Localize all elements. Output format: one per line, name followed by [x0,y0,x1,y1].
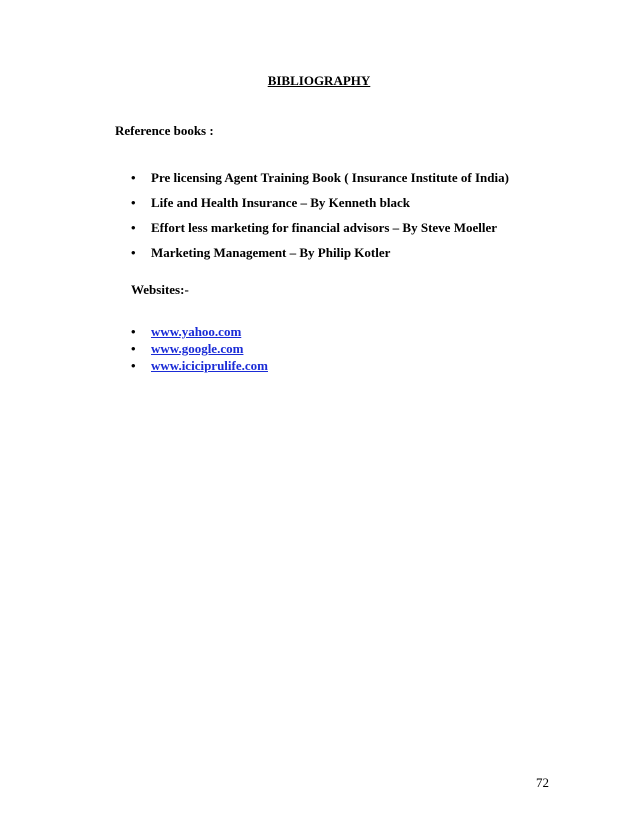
book-title: Life and Health Insurance – By Kenneth black [151,195,410,210]
bullet-icon: • [131,245,136,260]
book-title: Marketing Management – By Philip Kotler [151,245,391,260]
list-item [131,220,509,245]
book-title: Effort less marketing for financial advisors – By Steve Moeller [151,220,498,235]
reference-books-heading: Reference books : [115,123,214,138]
bullet-icon: • [131,170,136,185]
list-item [131,358,268,375]
list-item [131,341,268,358]
websites-heading: Websites:- [131,282,189,297]
reference-books-list [131,170,509,270]
website-link-iciciprulife[interactable]: www.iciciprulife.com [151,358,268,373]
website-link-yahoo[interactable]: www.yahoo.com [151,324,242,339]
bullet-icon: • [131,358,136,373]
book-title: Pre licensing Agent Training Book ( Insurance Institute of India) [151,170,509,185]
list-item [131,245,509,270]
list-item [131,324,268,341]
list-item [131,195,509,220]
website-link-google[interactable]: www.google.com [151,341,244,356]
bullet-icon: • [131,324,136,339]
websites-list [131,324,268,375]
page-title: BIBLIOGRAPHY [267,73,371,88]
page-number: 72 [536,775,549,790]
bullet-icon: • [131,220,136,235]
bullet-icon: • [131,195,136,210]
bullet-icon: • [131,341,136,356]
list-item [131,170,509,195]
